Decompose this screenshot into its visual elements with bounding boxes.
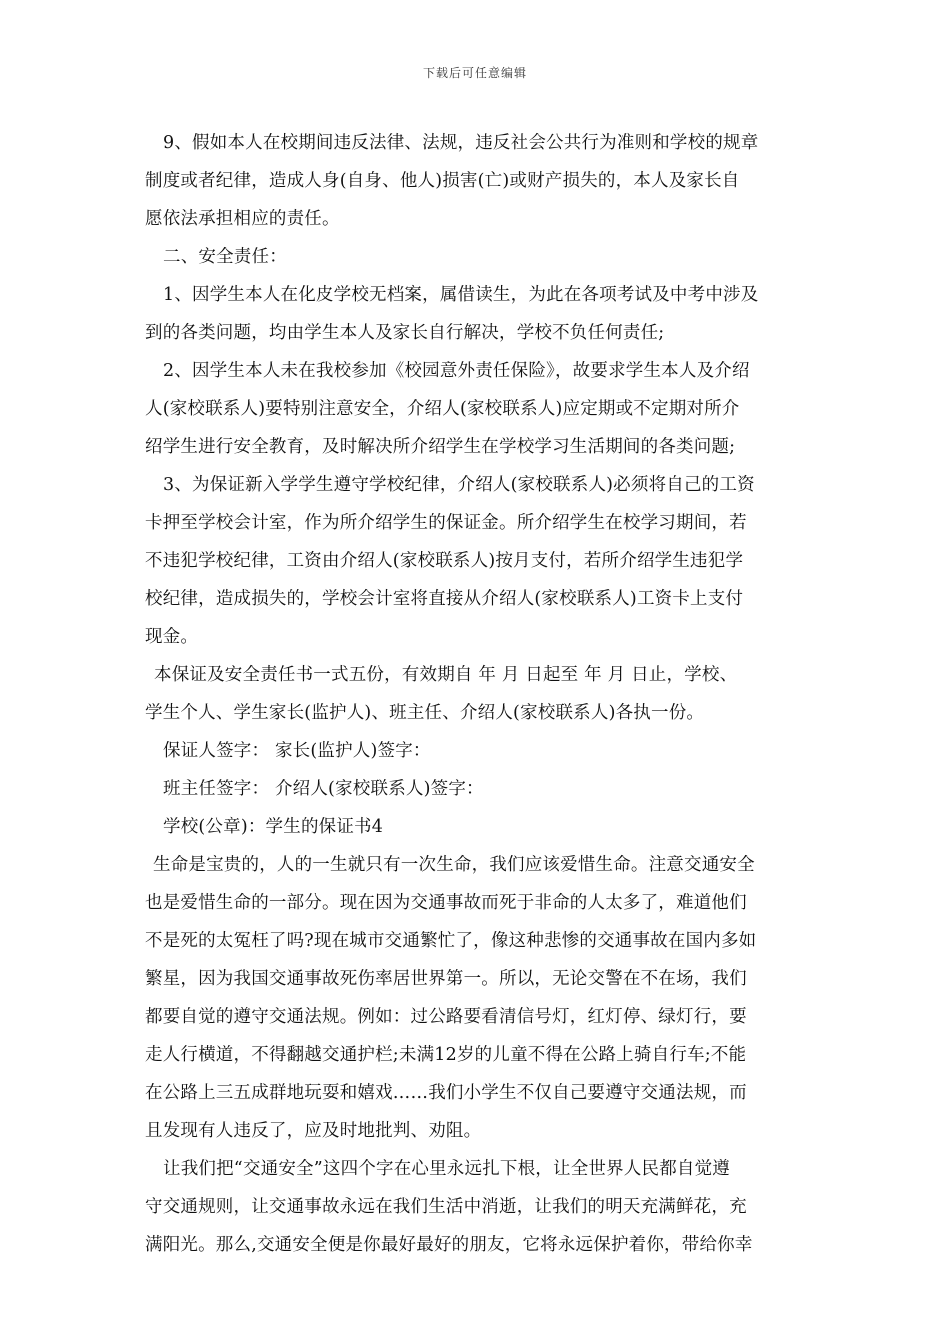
paragraph-line: 在公路上三五成群地玩耍和嬉戏……我们小学生不仅自己要遵守交通法规，而 [145,1083,747,1103]
section-heading: 二、安全责任： [163,247,287,267]
signature-line-teacher: 班主任签字： 介绍人(家校联系人)签字： [163,779,484,799]
paragraph-line: 现金。 [145,627,199,647]
paragraph-line: 不违犯学校纪律，工资由介绍人(家校联系人)按月支付，若所介绍学生违犯学 [145,551,744,571]
paragraph-line: 卡押至学校会计室，作为所介绍学生的保证金。所介绍学生在校学习期间，若 [145,513,747,533]
paragraph-line: 本保证及安全责任书一式五份，有效期自 年 月 日起至 年 月 日止，学校、 [154,665,738,685]
paragraph-line: 让我们把“交通安全”这四个字在心里永远扎下根，让全世界人民都自觉遵 [163,1159,730,1179]
paragraph-line: 愿依法承担相应的责任。 [145,209,340,229]
paragraph-line: 生命是宝贵的，人的一生就只有一次生命，我们应该爱惜生命。注意交通安全 [153,855,755,875]
paragraph-line: 9、假如本人在校期间违反法律、法规，违反社会公共行为准则和学校的规章 [163,133,759,153]
document-body [145,124,835,1264]
paragraph-line: 满阳光。那么,交通安全便是你最好最好的朋友，它将永远保护着你，带给你幸 [145,1235,753,1255]
paragraph-line: 人(家校联系人)要特别注意安全，介绍人(家校联系人)应定期或不定期对所介 [145,399,740,419]
paragraph-line: 且发现有人违反了，应及时地批判、劝阻。 [145,1121,482,1141]
paragraph-line: 不是死的太冤枉了吗?现在城市交通繁忙了，像这种悲惨的交通事故在国内多如 [145,931,757,951]
paragraph-line: 都要自觉的遵守交通法规。例如：过公路要看清信号灯，红灯停、绿灯行，要 [145,1007,747,1027]
page-header: 下载后可任意编辑 [422,66,527,80]
paragraph-line: 学生个人、学生家长(监护人)、班主任、介绍人(家校联系人)各执一份。 [145,703,705,723]
paragraph-line: 走人行横道，不得翻越交通护栏;未满12岁的儿童不得在公路上骑自行车;不能 [145,1045,747,1065]
paragraph-line: 2、因学生本人未在我校参加《校园意外责任保险》，故要求学生本人及介绍 [163,361,750,381]
signature-line-guarantor: 保证人签字： 家长(监护人)签字： [163,741,431,761]
paragraph-line: 也是爱惜生命的一部分。现在因为交通事故而死于非命的人太多了，难道他们 [145,893,747,913]
signature-line-school: 学校(公章)：学生的保证书4 [163,817,384,837]
paragraph-line: 绍学生进行安全教育，及时解决所介绍学生在学校学习生活期间的各类问题; [145,437,736,457]
paragraph-line: 校纪律，造成损失的，学校会计室将直接从介绍人(家校联系人)工资卡上支付 [145,589,744,609]
paragraph-line: 3、为保证新入学学生遵守学校纪律，介绍人(家校联系人)必须将自己的工资 [163,475,755,495]
paragraph-line: 守交通规则，让交通事故永远在我们生活中消逝，让我们的明天充满鲜花，充 [145,1197,747,1217]
paragraph-line: 1、因学生本人在化皮学校无档案，属借读生，为此在各项考试及中考中涉及 [163,285,759,305]
paragraph-line: 繁星，因为我国交通事故死伤率居世界第一。所以，无论交警在不在场，我们 [145,969,747,989]
paragraph-line: 制度或者纪律，造成人身(自身、他人)损害(亡)或财产损失的，本人及家长自 [145,171,740,191]
paragraph-line: 到的各类问题，均由学生本人及家长自行解决，学校不负任何责任; [145,323,665,343]
